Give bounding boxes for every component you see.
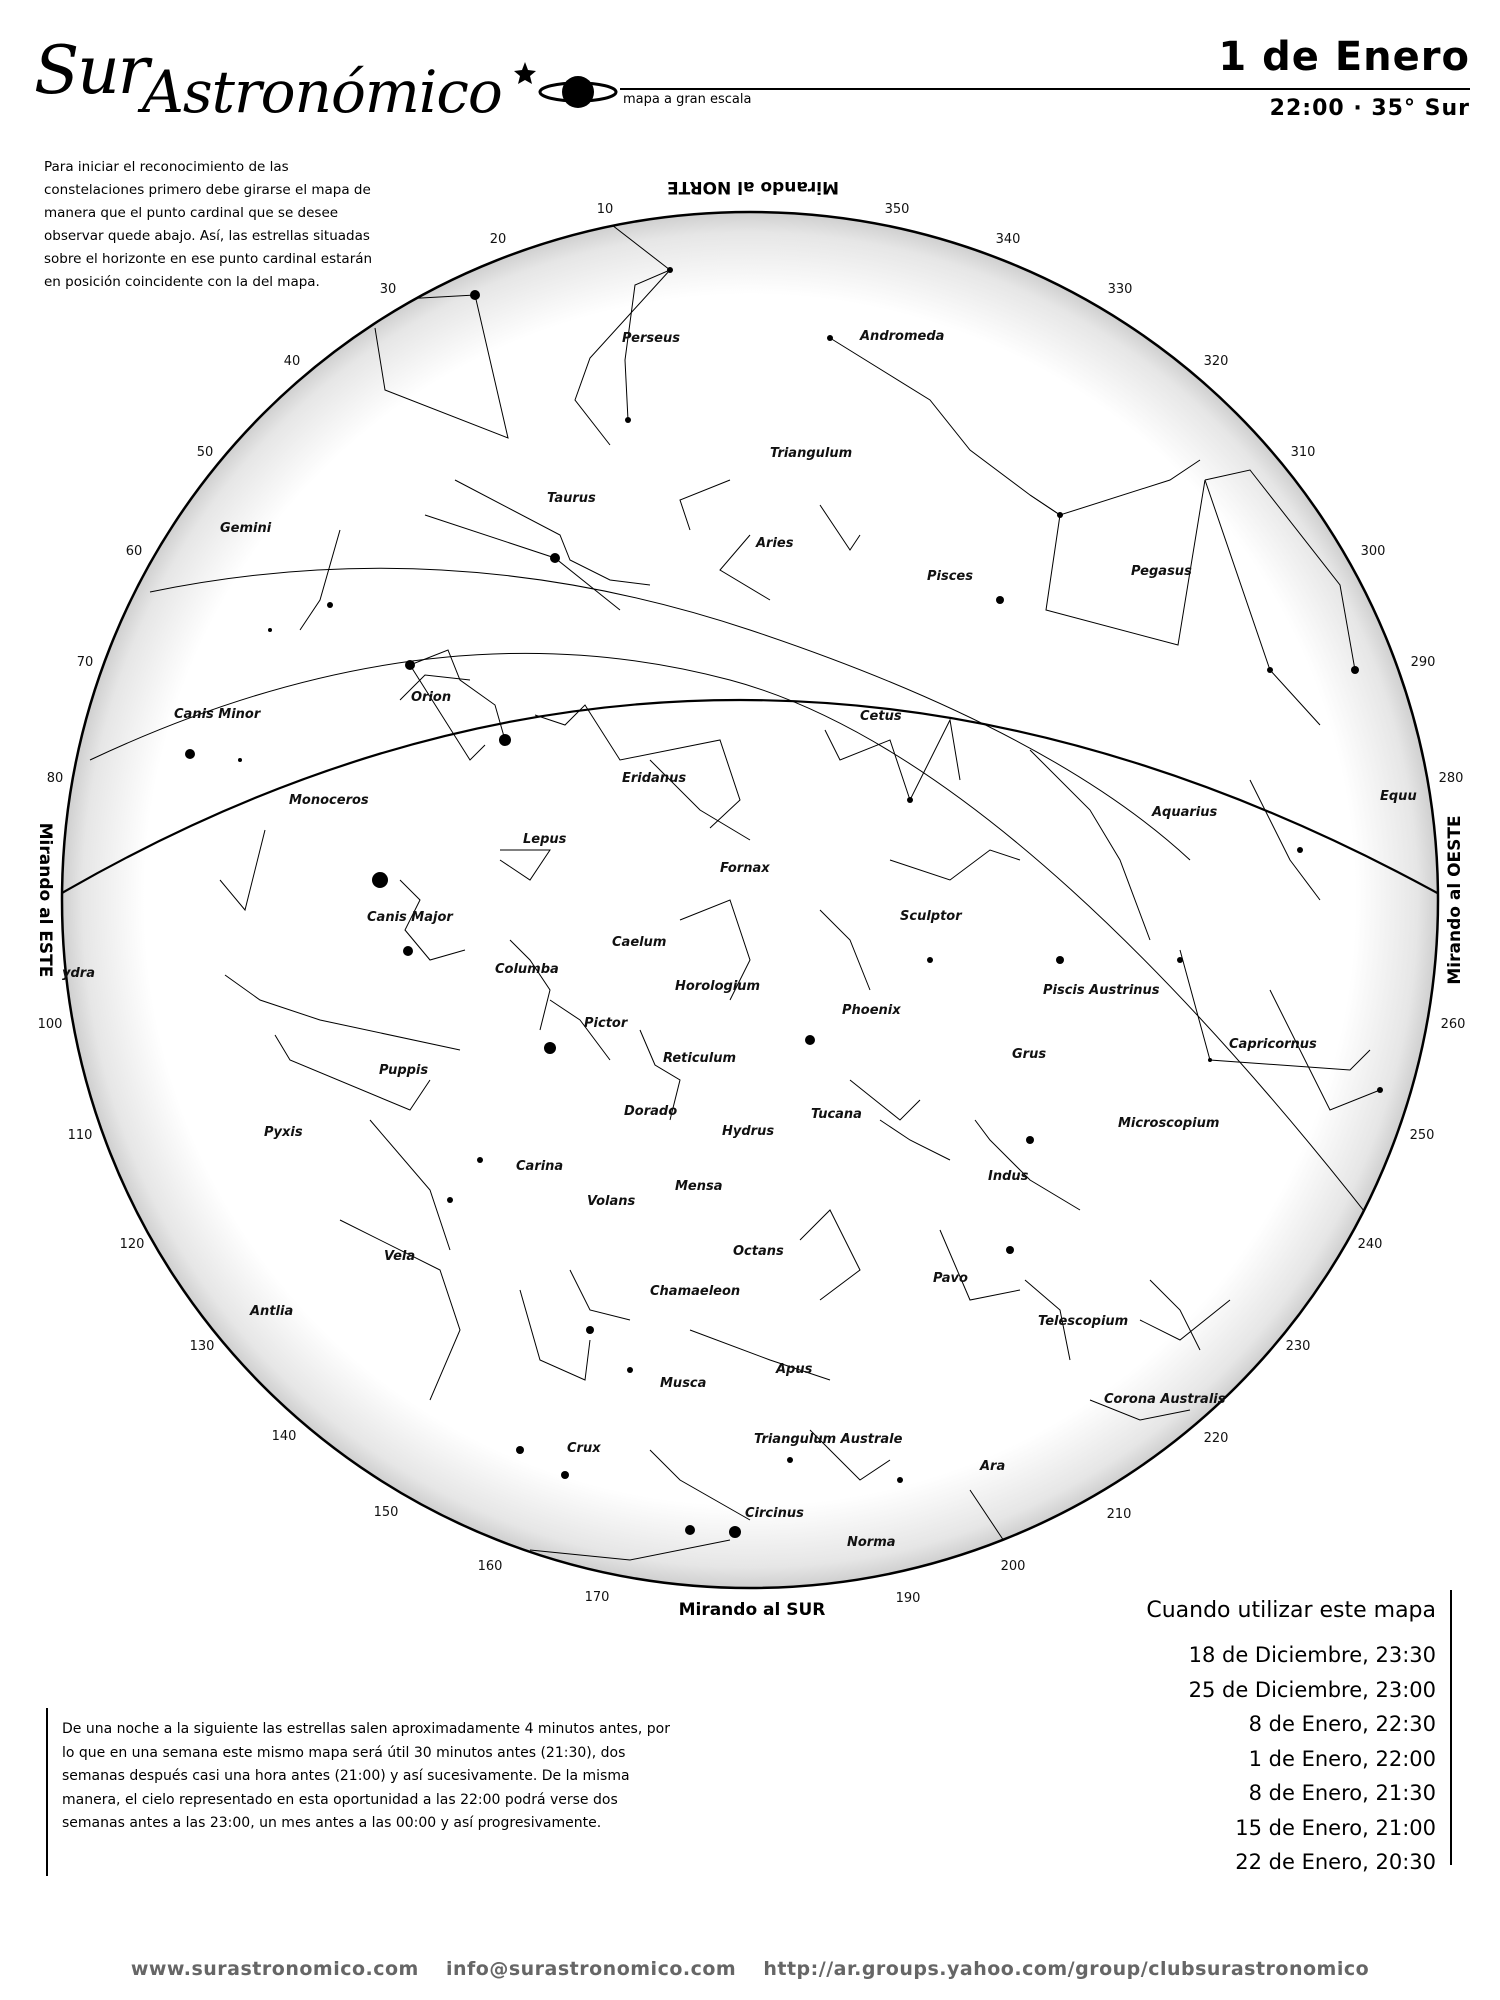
- usage-date: 8 de Enero, 21:30: [1248, 1781, 1436, 1805]
- label-columba: Columba: [495, 962, 559, 977]
- label-indus: Indus: [988, 1169, 1029, 1184]
- label-canis-major: Canis Major: [367, 910, 453, 925]
- label-telescopium: Telescopium: [1038, 1314, 1129, 1329]
- direction-north: Mirando al NORTE: [667, 177, 839, 197]
- tick-350: 350: [884, 202, 910, 217]
- label-antlia: Antlia: [250, 1304, 294, 1319]
- usage-date-list: [1189, 1638, 1436, 1880]
- direction-west: Mirando al OESTE: [1445, 815, 1465, 985]
- tick-330: 330: [1107, 282, 1133, 297]
- label-aquarius: Aquarius: [1152, 805, 1218, 820]
- tick-50: 50: [196, 445, 214, 460]
- date-title: 1 de Enero: [1218, 34, 1470, 80]
- tick-340: 340: [995, 232, 1021, 247]
- label-grus: Grus: [1012, 1047, 1047, 1062]
- label-cetus: Cetus: [860, 709, 902, 724]
- tick-320: 320: [1203, 354, 1229, 369]
- label-gemini: Gemini: [220, 521, 272, 536]
- label-apus: Apus: [776, 1362, 813, 1377]
- label-horologium: Horologium: [675, 979, 761, 994]
- tick-120: 120: [119, 1237, 145, 1252]
- label-sculptor: Sculptor: [900, 909, 962, 924]
- tick-230: 230: [1285, 1339, 1311, 1354]
- label-chamaeleon: Chamaeleon: [650, 1284, 741, 1299]
- usage-date: 8 de Enero, 22:30: [1248, 1712, 1436, 1736]
- tick-200: 200: [1000, 1559, 1026, 1574]
- label-musca: Musca: [660, 1376, 707, 1391]
- tick-40: 40: [283, 354, 301, 369]
- tick-310: 310: [1290, 445, 1316, 460]
- label-norma: Norma: [847, 1535, 896, 1550]
- label-phoenix: Phoenix: [842, 1003, 901, 1018]
- label-mensa: Mensa: [675, 1179, 723, 1194]
- label-crux: Crux: [567, 1441, 601, 1456]
- tick-190: 190: [895, 1591, 921, 1606]
- label-caelum: Caelum: [612, 935, 667, 950]
- planet-icon: [30, 30, 620, 130]
- time-note: De una noche a la siguiente las estrellas salen aproximadamente 4 minutos antes, por lo que en una semana este mismo mapa será útil 30 minutos antes (21:30), dos semanas después casi una hora antes (21:00) y así sucesivamente. De la misma manera, el cielo representado en esta oportunidad a las 22:00 podrá verse dos semanas antes a las 23:00, un mes antes a las 00:00 y así progresivamente.: [46, 1708, 676, 1876]
- tick-30: 30: [379, 282, 397, 297]
- label-octans: Octans: [733, 1244, 784, 1259]
- label-piscis-austrinus: Piscis Austrinus: [1043, 983, 1160, 998]
- label-eridanus: Eridanus: [622, 771, 687, 786]
- label-volans: Volans: [587, 1194, 636, 1209]
- label-fornax: Fornax: [720, 861, 770, 876]
- sky-disc: [62, 212, 1438, 1588]
- label-hydra: ydra: [62, 966, 95, 981]
- direction-east: Mirando al ESTE: [35, 822, 55, 978]
- usage-date: 15 de Enero, 21:00: [1235, 1815, 1436, 1840]
- label-pegasus: Pegasus: [1131, 564, 1192, 579]
- tick-70: 70: [76, 655, 94, 670]
- tick-260: 260: [1440, 1017, 1466, 1032]
- tick-220: 220: [1203, 1431, 1229, 1446]
- logo-astronomico: Astronómico: [142, 58, 502, 126]
- tick-210: 210: [1106, 1507, 1132, 1522]
- label-capricornus: Capricornus: [1229, 1037, 1317, 1052]
- label-microscopium: Microscopium: [1118, 1116, 1220, 1131]
- label-tucana: Tucana: [811, 1107, 862, 1122]
- tick-150: 150: [373, 1505, 399, 1520]
- tick-110: 110: [67, 1128, 93, 1143]
- intro-text: Para iniciar el reconocimiento de las constelaciones primero debe girarse el mapa de manera que el punto cardinal que se desee observar quede abajo. Así, las estrellas situadas sobre el horizonte en ese punto cardinal estarán en posición coincidente con la del mapa.: [44, 159, 373, 290]
- label-equuleus: Equu: [1380, 789, 1417, 804]
- label-puppis: Puppis: [379, 1063, 429, 1078]
- tick-100: 100: [37, 1017, 63, 1032]
- tick-20: 20: [489, 232, 507, 247]
- label-ara: Ara: [980, 1459, 1006, 1474]
- label-orion: Orion: [411, 690, 452, 705]
- tick-240: 240: [1357, 1237, 1383, 1252]
- label-pyxis: Pyxis: [264, 1125, 303, 1140]
- tick-280: 280: [1438, 771, 1464, 786]
- usage-date: 18 de Diciembre, 23:30: [1188, 1643, 1436, 1667]
- usage-date: 1 de Enero, 22:00: [1248, 1746, 1436, 1771]
- label-aries: Aries: [756, 536, 794, 551]
- label-triangulum-australe: Triangulum Australe: [754, 1432, 903, 1447]
- usage-title: Cuando utilizar este mapa: [1146, 1598, 1436, 1623]
- footer-group-link[interactable]: http://ar.groups.yahoo.com/group/clubsurastronomico: [763, 1958, 1370, 1980]
- logo-sur: Sur: [34, 32, 148, 109]
- label-reticulum: Reticulum: [663, 1051, 737, 1066]
- usage-date: 25 de Diciembre, 23:00: [1188, 1677, 1436, 1702]
- usage-dates-box: [1120, 1590, 1452, 1874]
- header-rule: [620, 88, 1470, 90]
- tick-300: 300: [1360, 544, 1386, 559]
- label-perseus: Perseus: [622, 331, 680, 346]
- label-circinus: Circinus: [745, 1506, 804, 1521]
- tick-140: 140: [271, 1429, 297, 1444]
- footer-email[interactable]: info@surastronomico.com: [445, 1958, 737, 1980]
- tick-60: 60: [125, 544, 143, 559]
- label-pisces: Pisces: [927, 569, 973, 584]
- tick-130: 130: [189, 1339, 215, 1354]
- tick-250: 250: [1409, 1128, 1435, 1143]
- label-pavo: Pavo: [933, 1271, 968, 1286]
- star-icon: [514, 62, 536, 84]
- tick-170: 170: [584, 1590, 610, 1605]
- label-carina: Carina: [516, 1159, 564, 1174]
- label-lepus: Lepus: [523, 832, 567, 847]
- star-map: [30, 160, 1470, 1630]
- label-monoceros: Monoceros: [289, 793, 369, 808]
- label-corona-australis: Corona Australis: [1104, 1392, 1226, 1407]
- label-dorado: Dorado: [624, 1104, 678, 1119]
- label-andromeda: Andromeda: [860, 329, 945, 344]
- direction-south: Mirando al SUR: [678, 1600, 826, 1620]
- label-hydrus: Hydrus: [722, 1124, 775, 1139]
- logo: [30, 30, 620, 130]
- label-pictor: Pictor: [584, 1016, 628, 1031]
- label-triangulum: Triangulum: [770, 446, 853, 461]
- label-vela: Vela: [384, 1249, 416, 1264]
- time-latitude: 22:00 · 35° Sur: [1269, 96, 1470, 121]
- tick-290: 290: [1410, 655, 1436, 670]
- label-canis-minor: Canis Minor: [174, 707, 261, 722]
- footer-website[interactable]: www.surastronomico.com: [130, 1958, 419, 1980]
- label-taurus: Taurus: [547, 491, 596, 506]
- tick-10: 10: [596, 202, 614, 217]
- tick-160: 160: [477, 1559, 503, 1574]
- footer: [0, 1958, 1500, 1980]
- logo-subtitle: mapa a gran escala: [623, 92, 752, 107]
- tick-80: 80: [46, 771, 64, 786]
- usage-date: 22 de Enero, 20:30: [1235, 1850, 1436, 1874]
